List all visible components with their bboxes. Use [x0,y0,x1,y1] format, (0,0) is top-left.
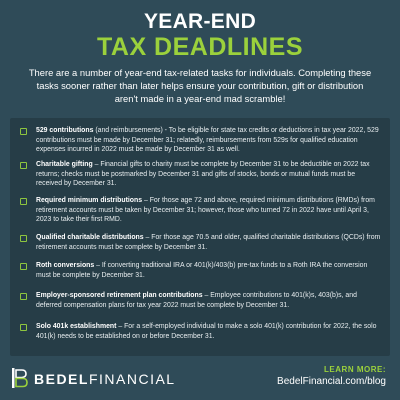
checkbox-icon [20,293,27,300]
page-title-line2: TAX DEADLINES [96,33,304,61]
list-item-heading: Roth conversions [36,262,95,269]
list-item-body: – If converting traditional IRA or 401(k)/403(b) pre-tax funds to a Roth IRA the conversion must be complete by December 31. [36,262,368,279]
list-item-text [36,291,382,310]
checkbox-icon [20,263,27,270]
list-item-body: – Employee contributions to 401(k)s, 403(b)s, and deferred compensation plans for tax year 2022 must be complete by December 31. [36,292,357,309]
company-logo[interactable] [12,368,212,388]
list-item-text [36,322,382,341]
learn-more-label: LEARN MORE: [324,365,386,374]
checkbox-icon [20,128,27,135]
list-item-text [36,261,382,280]
learn-more-link[interactable]: BedelFinancial.com/blog [277,376,386,387]
logo-word-bold: BEDEL [34,371,89,387]
checkbox-icon [20,198,27,205]
list-item-heading: Employer-sponsored retirement plan contributions [36,292,203,299]
list-item-heading: Solo 401k establishment [36,323,117,330]
list-item-heading: Charitable gifting [36,161,93,168]
list-item-text [36,126,382,155]
checkbox-icon [20,235,27,242]
logo-wordmark [34,371,176,387]
deadlines-panel [10,118,390,356]
checkbox-icon [20,324,27,331]
list-item-text [36,196,382,225]
list-item-heading: 529 contributions [36,127,94,134]
intro-paragraph: There are a number of year-end tax-related tasks for individuals. Completing these tasks sooner rather than later helps ensure your contribution, gift or distribution aren't made in a year-end mad scramble! [28,67,372,104]
list-item-text [36,160,382,189]
list-item-body: (and reimbursements) - To be eligible for state tax credits or deductions in tax year 2022, 529 contributions must be made by December 31; relatedly, reimbursements from 529s for qualified education expenses incurred in 2022 must be made by December 31 as well. [36,127,379,154]
page-title-line1: YEAR-END [143,10,257,33]
list-item-body: – For those age 70.5 and older, qualified charitable distributions (QCDs) from retirement accounts must be complete by December 31. [36,234,381,251]
checkbox-icon [20,162,27,169]
bedel-logo-icon [12,368,28,388]
list-item-body: – Financial gifts to charity must be complete by December 31 to be deductible on 2022 tax returns; checks must be postmarked by December 31 and gifts of stocks, bonds or mutual funds must be received by December 31. [36,161,370,188]
list-item-heading: Required minimum distributions [36,197,143,204]
logo-word-light: FINANCIAL [88,371,176,387]
list-item-heading: Qualified charitable distributions [36,234,144,241]
list-item-body: – For a self-employed individual to make a solo 401(k) contribution for 2022, the solo 401(k) needs to be established on or before December 31. [36,323,377,340]
list-item-body: – For those age 72 and above, required minimum distributions (RMDs) from retirement accounts must be taken by December 31; however, those who turned 72 in 2022 have until April 3, 2023 to take their first RMD. [36,197,375,224]
list-item-text [36,233,382,252]
